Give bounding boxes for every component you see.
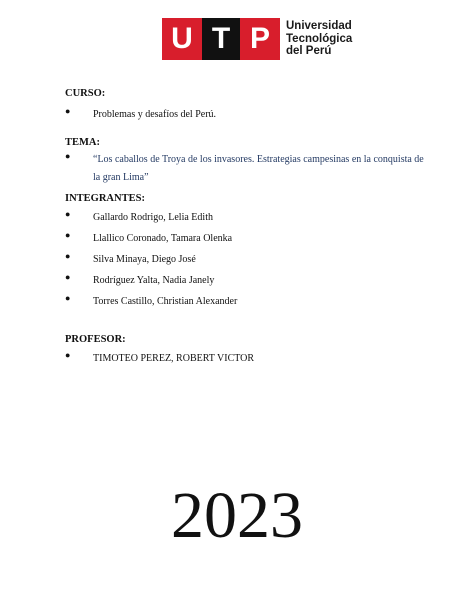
- profesor-item: [65, 350, 254, 368]
- utp-logo: [162, 18, 352, 60]
- bullet-icon: ●: [65, 230, 71, 240]
- integrante-name: Llallico Coronado, Tamara Olenka: [93, 233, 233, 244]
- bullet-icon: ●: [65, 350, 71, 360]
- profesor-heading: PROFESOR:: [65, 334, 126, 345]
- integrante-item: [65, 230, 232, 248]
- bullet-icon: ●: [65, 293, 71, 303]
- utp-logo-mark: [162, 18, 280, 60]
- logo-text-line2: Tecnológica: [286, 32, 353, 45]
- utp-logo-wordmark: [286, 20, 352, 58]
- profesor-name: TIMOTEO PEREZ, ROBERT VICTOR: [93, 353, 255, 364]
- bullet-icon: ●: [65, 251, 71, 261]
- integrante-name: Silva Minaya, Diego José: [93, 254, 196, 265]
- integrante-item: [65, 293, 237, 311]
- integrante-item: [65, 272, 214, 290]
- tema-heading: TEMA:: [65, 137, 100, 148]
- integrante-item: [65, 209, 213, 227]
- integrantes-heading: INTEGRANTES:: [65, 193, 145, 204]
- logo-letter-p: P: [240, 18, 280, 60]
- curso-item: [65, 106, 216, 124]
- integrante-item: [65, 251, 196, 269]
- bullet-icon: ●: [65, 106, 71, 116]
- tema-item-text: “Los caballos de Troya de los invasores. Estrategias campesinas en la conquista de la gran Lima”: [93, 154, 424, 183]
- logo-letter-t: T: [202, 18, 240, 60]
- curso-heading: CURSO:: [65, 88, 106, 99]
- tema-item: [65, 151, 433, 187]
- logo-letter-u: U: [162, 18, 202, 60]
- year-text: 2023: [171, 479, 303, 552]
- logo-text-line1: Universidad: [286, 20, 352, 33]
- logo-text-line3: del Perú: [286, 45, 332, 58]
- bullet-icon: ●: [65, 151, 71, 161]
- curso-item-text: Problemas y desafíos del Perú.: [93, 109, 217, 120]
- bullet-icon: ●: [65, 272, 71, 282]
- integrante-name: Gallardo Rodrigo, Lelia Edith: [93, 212, 213, 223]
- integrante-name: Torres Castillo, Christian Alexander: [93, 296, 238, 307]
- bullet-icon: ●: [65, 209, 71, 219]
- integrante-name: Rodríguez Yalta, Nadia Janely: [93, 275, 215, 286]
